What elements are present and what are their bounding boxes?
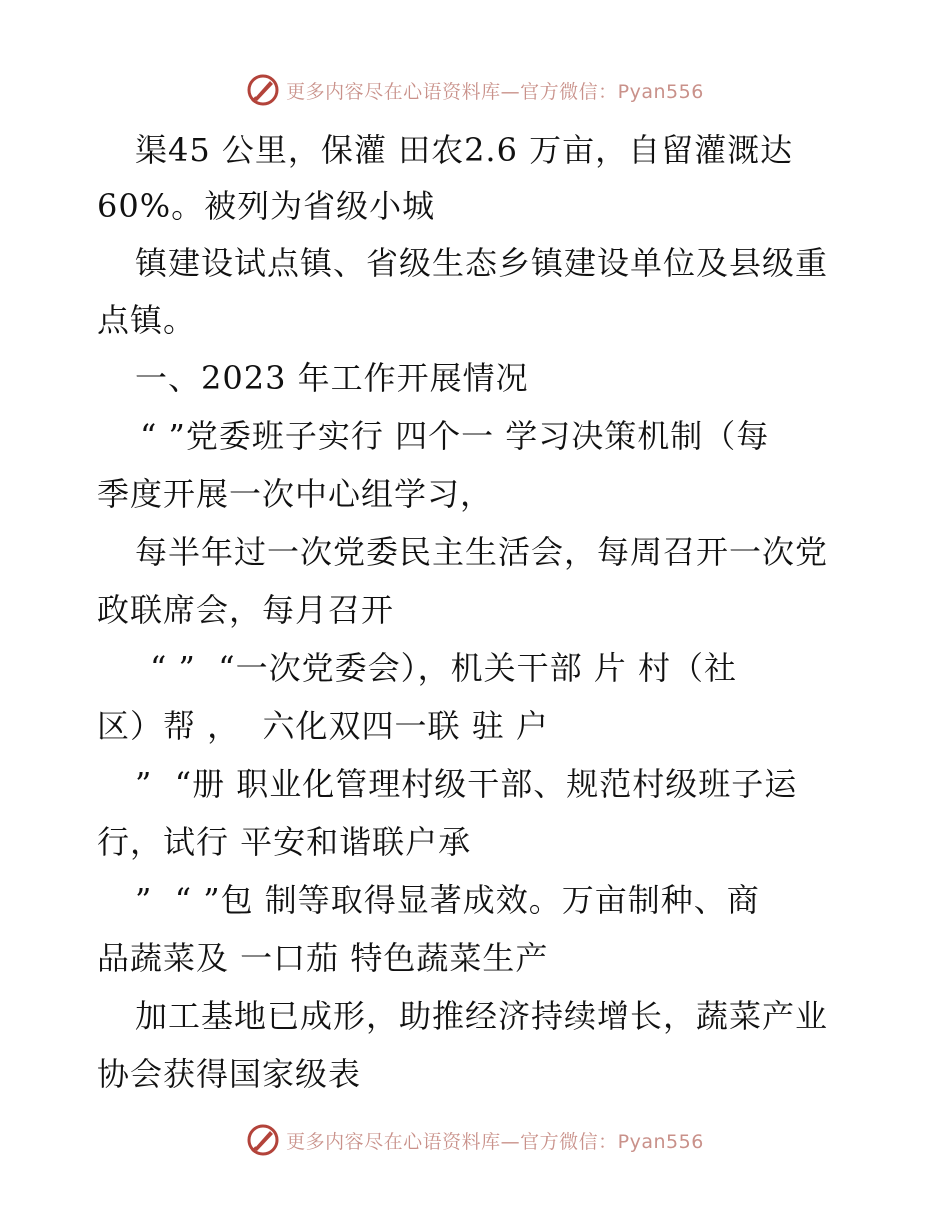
watermark-text: 更多内容尽在心语资料库—官方微信：Pyan556 (286, 1130, 704, 1153)
text-line: 协会获得国家级表 (97, 1055, 362, 1093)
text-line: “ ”党委班子实行 四个一 学习决策机制（每 (140, 417, 770, 455)
text-line: 政联席会，每月召开 (97, 591, 395, 629)
footer-watermark (0, 1120, 950, 1160)
quill-logo-icon (246, 73, 280, 107)
section-heading: 一、2023 年工作开展情况 (135, 359, 529, 397)
text-line: ” “ ”包 制等取得显著成效。万亩制种、商 (135, 881, 760, 919)
text-line: 每半年过一次党委民主生活会，每周召开一次党 (135, 533, 829, 571)
text-line: 镇建设试点镇、省级生态乡镇建设单位及县级重 (135, 244, 829, 282)
text-line: 60%。被列为省级小城 (97, 187, 436, 225)
text-line: 季度开展一次中心组学习， (97, 475, 494, 513)
text-line: 行，试行 平安和谐联户承 (97, 823, 472, 861)
header-watermark (0, 70, 950, 110)
text-line: 渠45 公里，保灌 田农2.6 万亩，自留灌溉达 (135, 131, 794, 169)
text-line: 区）帮 ， 六化双四一联 驻 户 (97, 707, 549, 745)
text-line: “ ” “一次党委会），机关干部 片 村（社 (150, 649, 737, 687)
text-line: ” “册 职业化管理村级干部、规范村级班子运 (135, 765, 798, 803)
text-line: 点镇。 (97, 301, 197, 339)
quill-logo-icon (246, 1123, 280, 1157)
text-line: 品蔬菜及 一口茄 特色蔬菜生产 (97, 939, 549, 977)
watermark-text: 更多内容尽在心语资料库—官方微信：Pyan556 (286, 80, 704, 103)
text-line: 加工基地已成形，助推经济持续增长，蔬菜产业 (135, 997, 829, 1035)
